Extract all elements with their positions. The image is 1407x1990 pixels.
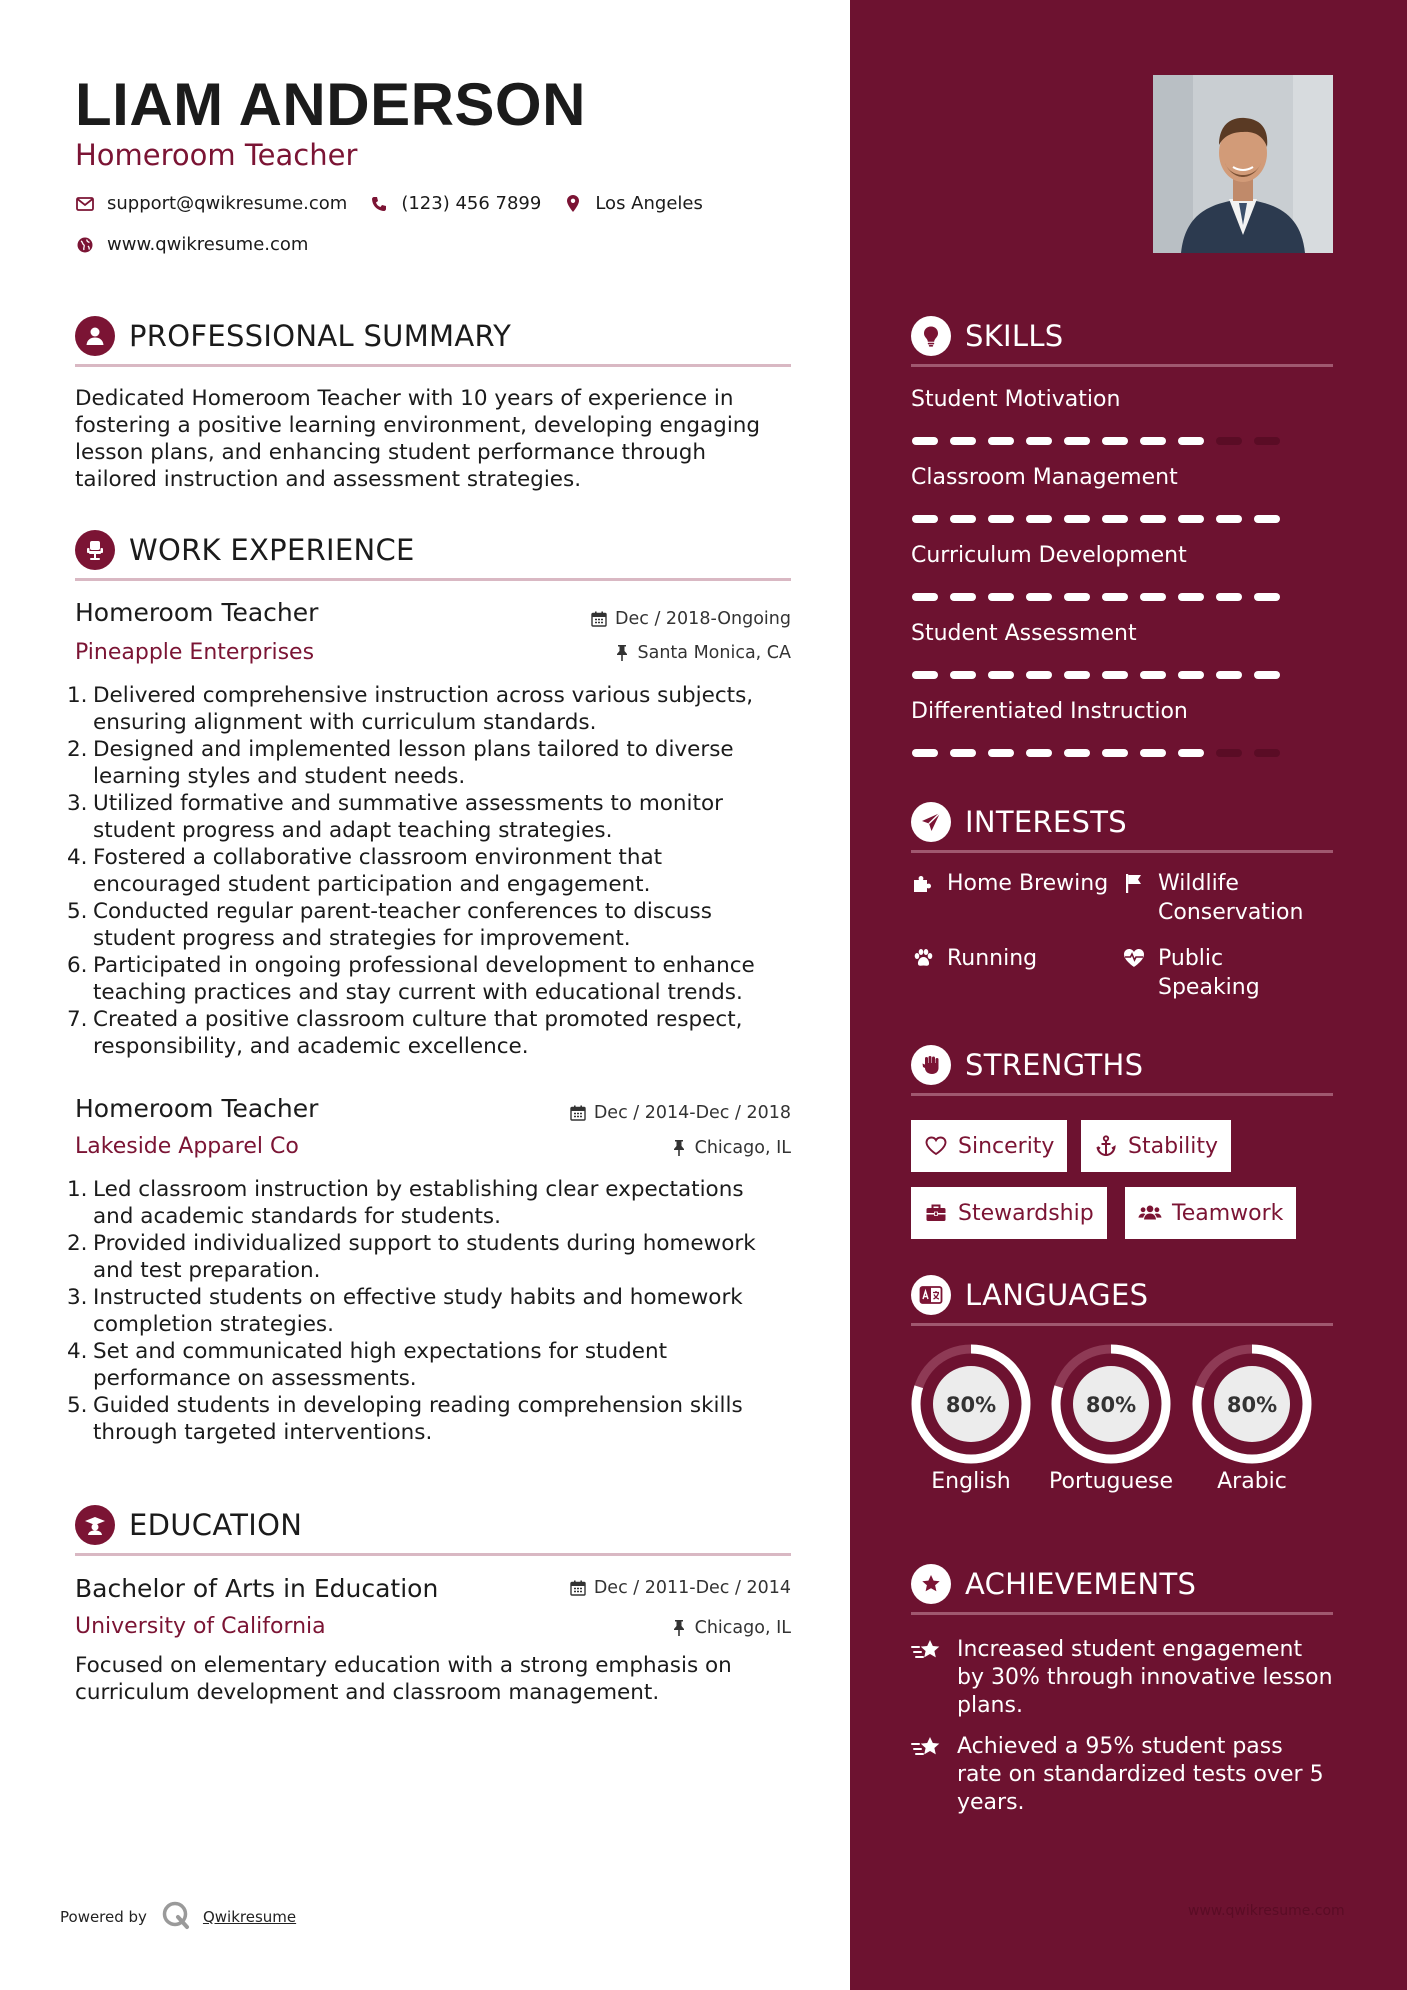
heartbeat-icon [1122, 946, 1146, 970]
skill-dash [950, 593, 976, 601]
paw-icon [911, 946, 935, 970]
skill-dash [988, 671, 1014, 679]
graduate-icon [75, 1505, 115, 1545]
skill-dash [1140, 515, 1166, 523]
summary-line: fostering a positive learning environment, developing engaging [75, 413, 761, 438]
candidate-name: LIAM ANDERSON [75, 71, 586, 138]
job-title: Homeroom Teacher [75, 598, 319, 627]
calendar-icon [569, 1579, 587, 1597]
skill-dash [1102, 749, 1128, 757]
skill-dash [912, 749, 938, 757]
footer [60, 1900, 296, 1934]
fist-icon [911, 1045, 951, 1085]
list-item: 7. Created a positive classroom culture that promoted respect, responsibility, and academic excellence. [67, 1007, 743, 1059]
candidate-title: Homeroom Teacher [75, 138, 358, 172]
skill-dash [950, 437, 976, 445]
contact-phone[interactable]: (123) 456 7899 [401, 193, 542, 214]
skill-dash [1178, 671, 1204, 679]
summary-section-header [75, 307, 791, 367]
skill-dash [1216, 671, 1242, 679]
job-date [590, 609, 791, 629]
job-location-text: Santa Monica, CA [637, 643, 791, 663]
skill-rating-bar [911, 436, 1291, 446]
heart-icon [924, 1134, 948, 1158]
skill-dash [1102, 593, 1128, 601]
ring-percent-label: 80% [1085, 1393, 1137, 1417]
skill-dash [1140, 671, 1166, 679]
phone-icon [369, 194, 389, 214]
strength-tag: Stewardship [911, 1187, 1107, 1239]
language-name: English [931, 1469, 1011, 1494]
pushpin-icon [670, 1139, 688, 1157]
skill-dash [988, 749, 1014, 757]
education-location-text: Chicago, IL [694, 1618, 791, 1638]
calendar-icon [569, 1104, 587, 1122]
job-date-text: Dec / 2018-Ongoing [615, 609, 791, 629]
interest-item: Public Speaking [1122, 944, 1260, 1002]
skill-dash [1140, 593, 1166, 601]
strengths-heading: STRENGTHS [965, 1047, 1144, 1082]
lightbulb-icon [911, 316, 951, 356]
interests-heading: INTERESTS [965, 804, 1127, 839]
summary-line: tailored instruction and assessment strategies. [75, 467, 582, 492]
user-icon [75, 316, 115, 356]
skill-dash [1064, 749, 1090, 757]
skill-dash [1026, 515, 1052, 523]
users-icon [1138, 1201, 1162, 1225]
contact-row [75, 193, 703, 214]
briefcase-icon [924, 1201, 948, 1225]
skill-dash [1254, 593, 1280, 601]
skill-dash [1216, 515, 1242, 523]
website-row [75, 234, 308, 255]
summary-line: lesson plans, and enhancing student performance through [75, 440, 707, 465]
skill-name: Classroom Management [911, 465, 1178, 490]
anchor-icon [1094, 1134, 1118, 1158]
skill-dash [988, 437, 1014, 445]
interest-item: Wildlife Conservation [1122, 869, 1303, 927]
calendar-icon [590, 610, 608, 628]
skill-dash [1216, 437, 1242, 445]
degree-title: Bachelor of Arts in Education [75, 1574, 439, 1603]
language-proficiency-ring [909, 1342, 1033, 1466]
contact-email[interactable]: support@qwikresume.com [107, 193, 348, 214]
education-line: curriculum development and classroom management. [75, 1680, 660, 1705]
skill-dash [950, 515, 976, 523]
powered-by-label: Powered by [60, 1908, 147, 1926]
skill-dash [1254, 749, 1280, 757]
job-date-text: Dec / 2014-Dec / 2018 [593, 1103, 791, 1123]
language-proficiency-ring [1190, 1342, 1314, 1466]
education-location [670, 1618, 791, 1638]
achievements-section-header [911, 1555, 1333, 1615]
languages-heading: LANGUAGES [965, 1277, 1149, 1312]
job-title: Homeroom Teacher [75, 1094, 319, 1123]
list-item: 5. Conducted regular parent-teacher conferences to discuss student progress and strategies for improvement. [67, 899, 712, 951]
achievement-item: Increased student engagement by 30% through innovative lesson plans. [911, 1636, 1341, 1720]
language-item [909, 1342, 1033, 1496]
shooting-star-icon [911, 1638, 943, 1720]
education-date [569, 1578, 791, 1598]
skill-name: Differentiated Instruction [911, 699, 1188, 724]
profile-photo [1153, 75, 1333, 253]
skill-dash [1216, 593, 1242, 601]
skill-dash [1178, 515, 1204, 523]
list-item: 5. Guided students in developing reading comprehension skills through targeted interventions. [67, 1393, 743, 1445]
puzzle-icon [911, 871, 935, 895]
strength-tag: Teamwork [1125, 1187, 1296, 1239]
skill-dash [1178, 437, 1204, 445]
list-item: 3. Instructed students on effective study habits and homework completion strategies. [67, 1285, 743, 1337]
job-responsibilities [67, 1176, 797, 1446]
flag-icon [1122, 871, 1146, 895]
interest-item: Running [911, 944, 1037, 973]
job-company: Lakeside Apparel Co [75, 1134, 299, 1159]
globe-icon [75, 235, 95, 255]
skill-dash [1064, 437, 1090, 445]
qwikresume-link[interactable]: Qwikresume [202, 1908, 297, 1926]
language-proficiency-ring [1049, 1342, 1173, 1466]
interests-section-header [911, 793, 1333, 853]
skill-dash [1140, 437, 1166, 445]
skill-name: Curriculum Development [911, 543, 1187, 568]
shooting-star-icon [911, 1735, 943, 1817]
skill-dash [1216, 749, 1242, 757]
skill-dash [912, 515, 938, 523]
skill-dash [1026, 593, 1052, 601]
job-location-text: Chicago, IL [694, 1138, 791, 1158]
skill-name: Student Assessment [911, 621, 1137, 646]
star-badge-icon [911, 1564, 951, 1604]
skill-dash [1254, 515, 1280, 523]
skill-dash [1064, 593, 1090, 601]
education-section-header [75, 1496, 791, 1556]
summary-line: Dedicated Homeroom Teacher with 10 years of experience in [75, 386, 734, 411]
skills-section-header [911, 307, 1333, 367]
pushpin-icon [670, 1619, 688, 1637]
skill-dash [1064, 671, 1090, 679]
list-item: 1. Delivered comprehensive instruction across various subjects, ensuring alignment with curriculum standards. [67, 683, 754, 735]
education-date-text: Dec / 2011-Dec / 2014 [593, 1578, 791, 1598]
skill-dash [950, 749, 976, 757]
summary-text [75, 385, 795, 493]
languages-section-header [911, 1266, 1333, 1326]
summary-heading: PROFESSIONAL SUMMARY [129, 318, 512, 353]
strengths-section-header [911, 1036, 1333, 1096]
skill-dash [1178, 749, 1204, 757]
strength-tag: Stability [1081, 1120, 1231, 1172]
list-item: 6. Participated in ongoing professional development to enhance teaching practices and stay current with educational trends. [67, 953, 755, 1005]
footer-website[interactable]: www.qwikresume.com [1188, 1903, 1345, 1919]
ring-percent-label: 80% [945, 1393, 997, 1417]
language-name: Portuguese [1049, 1469, 1173, 1494]
job-date [569, 1103, 791, 1123]
language-item [1190, 1342, 1314, 1496]
skill-dash [912, 437, 938, 445]
list-item: 2. Designed and implemented lesson plans tailored to diverse learning styles and student needs. [67, 737, 734, 789]
skill-dash [1102, 515, 1128, 523]
skill-dash [912, 593, 938, 601]
paper-plane-icon [911, 802, 951, 842]
skill-dash [988, 515, 1014, 523]
map-marker-icon [563, 194, 583, 214]
language-item [1049, 1342, 1173, 1496]
skill-name: Student Motivation [911, 387, 1121, 412]
skill-dash [1026, 437, 1052, 445]
skill-dash [1026, 749, 1052, 757]
skill-dash [1102, 671, 1128, 679]
list-item: 4. Set and communicated high expectations for student performance on assessments. [67, 1339, 668, 1391]
job-location [613, 643, 792, 663]
skill-dash [1254, 671, 1280, 679]
achievement-item: Achieved a 95% student pass rate on standardized tests over 5 years. [911, 1733, 1341, 1817]
education-line: Focused on elementary education with a strong emphasis on [75, 1653, 732, 1678]
education-heading: EDUCATION [129, 1507, 303, 1542]
skill-dash [1178, 593, 1204, 601]
list-item: 2. Provided individualized support to students during homework and test preparation. [67, 1231, 756, 1283]
job-company: Pineapple Enterprises [75, 640, 315, 665]
language-name: Arabic [1217, 1469, 1287, 1494]
skill-dash [1102, 437, 1128, 445]
list-item: 1. Led classroom instruction by establishing clear expectations and academic standards for students. [67, 1177, 744, 1229]
skill-rating-bar [911, 514, 1291, 524]
office-chair-icon [75, 530, 115, 570]
skill-rating-bar [911, 670, 1291, 680]
school-name: University of California [75, 1614, 326, 1639]
language-icon [911, 1275, 951, 1315]
pushpin-icon [613, 644, 631, 662]
envelope-icon [75, 194, 95, 214]
list-item: 3. Utilized formative and summative assessments to monitor student progress and adapt teaching strategies. [67, 791, 723, 843]
skill-rating-bar [911, 592, 1291, 602]
ring-percent-label: 80% [1226, 1393, 1278, 1417]
skill-rating-bar [911, 748, 1291, 758]
achievements-heading: ACHIEVEMENTS [965, 1566, 1197, 1601]
skill-dash [1026, 671, 1052, 679]
experience-heading: WORK EXPERIENCE [129, 532, 415, 567]
education-description [75, 1652, 795, 1706]
job-responsibilities [67, 682, 797, 1060]
qwikresume-logo-icon [161, 1900, 191, 1934]
skill-dash [1140, 749, 1166, 757]
skill-dash [988, 593, 1014, 601]
contact-location: Los Angeles [595, 193, 703, 214]
skills-heading: SKILLS [965, 318, 1064, 353]
list-item: 4. Fostered a collaborative classroom environment that encouraged student participation and engagement. [67, 845, 663, 897]
skill-dash [1254, 437, 1280, 445]
skill-dash [950, 671, 976, 679]
skill-dash [1064, 515, 1090, 523]
experience-section-header [75, 521, 791, 581]
skill-dash [912, 671, 938, 679]
contact-website[interactable]: www.qwikresume.com [107, 234, 309, 255]
strength-tag: Sincerity [911, 1120, 1067, 1172]
job-location [670, 1138, 791, 1158]
interest-item: Home Brewing [911, 869, 1108, 898]
